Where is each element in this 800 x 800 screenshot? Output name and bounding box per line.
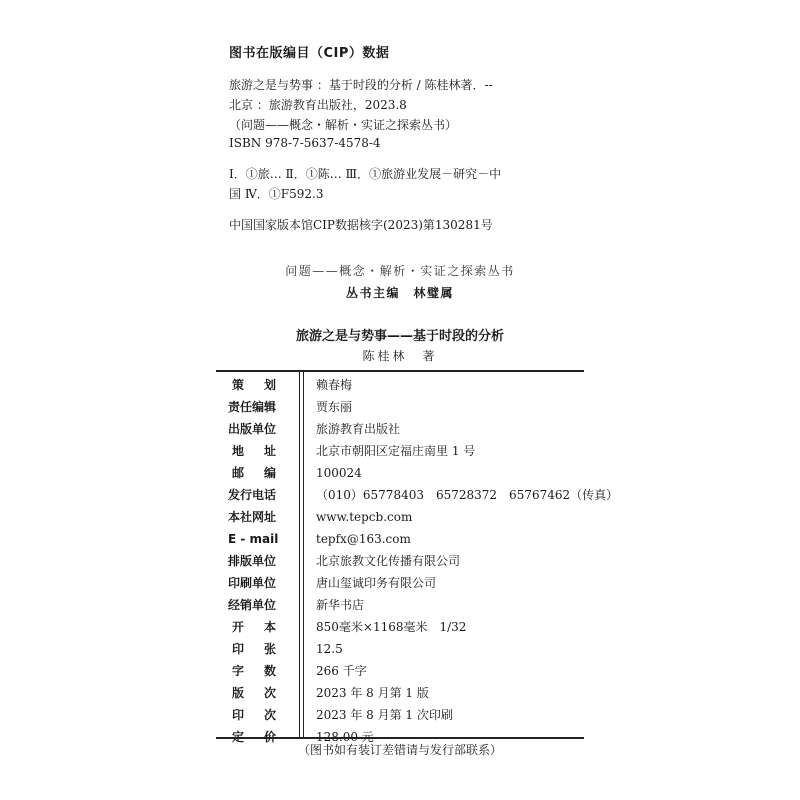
info-row-address (216, 440, 584, 462)
info-row-printer (216, 572, 584, 594)
info-value-word-count: 266 千字 (316, 664, 367, 678)
table-bottom-rule (216, 737, 584, 739)
info-row-format (216, 616, 584, 638)
info-value-distributor: 新华书店 (316, 598, 365, 612)
info-row-website (216, 506, 584, 528)
info-row-distributor (216, 594, 584, 616)
info-label-price: 定 价 (232, 730, 276, 744)
info-label-email: E - mail (228, 532, 279, 546)
info-label-sheets: 印 张 (232, 642, 276, 656)
info-label-phone: 发行电话 (228, 488, 277, 502)
info-value-price: 128.00 元 (316, 730, 374, 744)
info-row-postcode (216, 462, 584, 484)
info-value-publisher: 旅游教育出版社 (316, 422, 401, 436)
info-value-address: 北京市朝阳区定福庄南里 1 号 (316, 444, 476, 458)
cip-line-3: （问题——概念・解析・实证之探索丛书） (229, 118, 458, 132)
series-title: 问题——概念・解析・实证之探索丛书 (285, 264, 515, 278)
cip-line-5: Ⅰ．①旅… Ⅱ．①陈… Ⅲ．①旅游业发展－研究－中 (229, 167, 502, 181)
cip-line-4: ISBN 978-7-5637-4578-4 (229, 136, 381, 150)
info-label-postcode: 邮 编 (232, 466, 276, 480)
book-title: 旅游之是与势事——基于时段的分析 (295, 329, 504, 344)
info-row-word-count (216, 660, 584, 682)
info-row-publisher (216, 418, 584, 440)
cip-line-7: 中国国家版本馆CIP数据核字(2023)第130281号 (229, 218, 493, 232)
info-value-planner: 赖春梅 (316, 378, 353, 392)
cip-heading: 图书在版编目（CIP）数据 (229, 46, 390, 61)
info-label-format: 开 本 (232, 620, 276, 634)
book-author: 陈桂林 著 (362, 349, 438, 363)
info-value-email: tepfx@163.com (316, 532, 411, 546)
info-value-printer: 唐山玺诚印务有限公司 (316, 576, 437, 590)
info-row-phone (216, 484, 619, 506)
info-label-impression: 印 次 (232, 708, 276, 722)
info-label-website: 本社网址 (228, 510, 277, 524)
info-value-editor: 贾东丽 (316, 400, 353, 414)
info-row-edition (216, 682, 584, 704)
cip-line-6: 国 Ⅳ．①F592.3 (229, 187, 324, 201)
info-row-typesetter (216, 550, 584, 572)
cip-line-2: 北京 ：旅游教育出版社，2023.8 (229, 98, 407, 112)
info-label-word-count: 字 数 (232, 664, 276, 678)
cip-line-1: 旅游之是与势事 ：基于时段的分析 / 陈桂林著．-- (229, 78, 493, 92)
info-row-sheets (216, 638, 584, 660)
footer-note: （图书如有装订差错请与发行部联系） (297, 743, 502, 757)
info-value-impression: 2023 年 8 月第 1 次印刷 (316, 708, 453, 722)
info-row-impression (216, 704, 584, 726)
info-value-sheets: 12.5 (316, 642, 343, 656)
publication-info-table (216, 374, 619, 748)
info-label-editor: 责任编辑 (228, 400, 277, 414)
info-label-distributor: 经销单位 (228, 598, 277, 612)
info-row-planner (216, 374, 584, 396)
info-value-website: www.tepcb.com (316, 510, 413, 524)
info-value-format: 850毫米×1168毫米 1/32 (316, 620, 467, 634)
info-label-edition: 版 次 (232, 686, 276, 700)
info-value-postcode: 100024 (316, 466, 362, 480)
info-label-publisher: 出版单位 (228, 422, 277, 436)
info-label-address: 地 址 (232, 444, 276, 458)
info-label-planner: 策 划 (232, 378, 276, 392)
series-editor: 丛书主编 林璧属 (345, 286, 454, 300)
info-value-typesetter: 北京旅教文化传播有限公司 (316, 554, 461, 568)
info-row-email (216, 528, 584, 550)
table-top-rule (216, 370, 584, 372)
info-label-typesetter: 排版单位 (228, 554, 277, 568)
info-label-printer: 印刷单位 (228, 576, 277, 590)
info-value-phone: （010）65778403 65728372 65767462（传真） (316, 488, 619, 502)
info-value-edition: 2023 年 8 月第 1 版 (316, 686, 429, 700)
info-row-editor (216, 396, 584, 418)
